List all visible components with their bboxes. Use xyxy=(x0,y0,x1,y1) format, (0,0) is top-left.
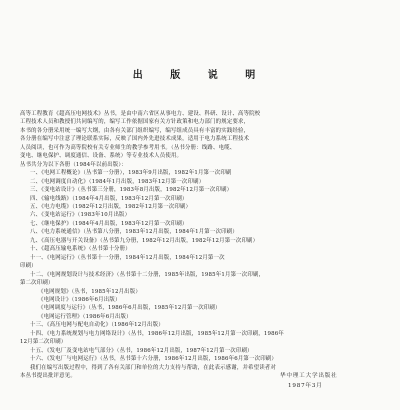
paragraph-line: 高等工程教育《超高压电网技术》丛书，是由中南六省区从事电力、建设、科研、设计、高等院校 xyxy=(20,111,261,117)
sub-list-item: 《电网设计》（1986年6月出版） xyxy=(38,296,121,303)
closing-paragraph-line: 本丛书提出批评意见。 xyxy=(20,373,76,380)
closing-paragraph-line: 我们在编写出版过程中，得到了各有关部门和单位的大力支持与帮助，在此表示感谢，并希望读者对 xyxy=(30,364,276,371)
list-item: 十二、《电网规划设计与技术经济》（丛书第十二分册，1985年出版，1985年1月第一次印刷， xyxy=(30,271,265,278)
publisher-signature: 华中理工大学出版社 xyxy=(280,373,338,379)
list-intro-line: 丛书共分为以下各册（1984年以前出版）： xyxy=(20,161,127,168)
sub-list-item: 《电网运行管理》（1986年6月出版） xyxy=(38,313,132,320)
list-item: 九、《高压电器与开关设备》（丛书第九分册，1982年12月出版，1982年12月第一次印刷） xyxy=(30,237,259,244)
list-item: 四、《输电线路》（1984年4月出版，1983年12月第一次印刷） xyxy=(30,195,188,202)
paragraph-line: 本书的各分册采用统一编写大纲，由各有关部门组织编写，编写组成员具有丰富的实践经验， xyxy=(20,127,250,134)
paragraph-line: 人员阅读，也可作为高等院校有关专业师生的教学参考用书。（丛书分册：线路、电缆、 xyxy=(20,144,236,151)
list-item-continuation: 12月第二次印刷） xyxy=(20,339,67,346)
document-body xyxy=(20,110,376,381)
list-item: 八、《电力系统通信》（丛书第八分册，1983年12月出版，1984年1月第一次印刷） xyxy=(30,229,238,236)
list-item: 五、《电力电缆》（1982年12月出版，1982年12月第一次印刷） xyxy=(30,203,192,210)
list-item: 十三、《高压电网与配电自动化》（1986年12月出版） xyxy=(30,322,164,329)
list-item: 十一、《电网运行》（丛书第十一分册，1984年12月出版，1984年12月第一次 xyxy=(30,254,225,261)
paragraph-line: 变电、继电保护、调度通信、设备、系统）等专业技术人员使用。 xyxy=(20,153,183,160)
list-item: 一、《电网工程概论》（丛书第一分册），1983年9月出版，1982年1月第一次印刷 xyxy=(30,170,232,177)
list-item: 三、《变电站设计》（丛书第三分册，1983年8月出版，1982年12月第一次印刷） xyxy=(30,187,233,194)
signature-date: 1987年3月 xyxy=(288,383,323,389)
list-item: 六、《变电站运行》（1983年10月出版） xyxy=(30,212,131,219)
list-item: 十五、《发电厂及变电站电气部分》（丛书，1986年12月出版，1987年12月第一次印刷） xyxy=(30,347,253,354)
page-title: 出 版 说 明 xyxy=(132,70,268,81)
sub-list-item: 《电网规划》（丛书，1985年12月出版） xyxy=(38,288,141,295)
list-item: 七、《继电保护》（1984年4月出版，1983年12月第一次印刷） xyxy=(30,220,188,227)
list-item: 十六、《发电厂与电网运行》（丛书，丛书第十六分册，1986年12月出版，1986年6月第一次印刷） xyxy=(30,356,277,363)
list-item: 二、《电网调度自动化》（1984年1月出版，1983年12月第一次印刷） xyxy=(30,178,205,185)
list-item: 十、《超高压输电系统》（丛书第十分册） xyxy=(30,246,131,253)
sub-list-item: 《电网调度与运行》（丛书，1986年6月出版，1985年12月第一次印刷） xyxy=(38,305,221,312)
list-item-continuation: 印刷） xyxy=(20,263,37,270)
list-item-continuation: 第二次印刷） xyxy=(20,280,54,287)
paragraph-line: 工程技术人员和教授们共同编写的，编写工作依据国家有关方针政策和电力部门的规定要求， xyxy=(20,119,250,126)
paragraph-line: 各分册在编写中注意了理论联系实际，反映了国内外先进技术成果，适用于电力系统工程技术 xyxy=(20,136,250,143)
list-item: 十四、《电力系统规划与电力网络设计》（丛书，1986年12月出版，1985年12月第一次印刷，1986年 xyxy=(30,330,284,337)
